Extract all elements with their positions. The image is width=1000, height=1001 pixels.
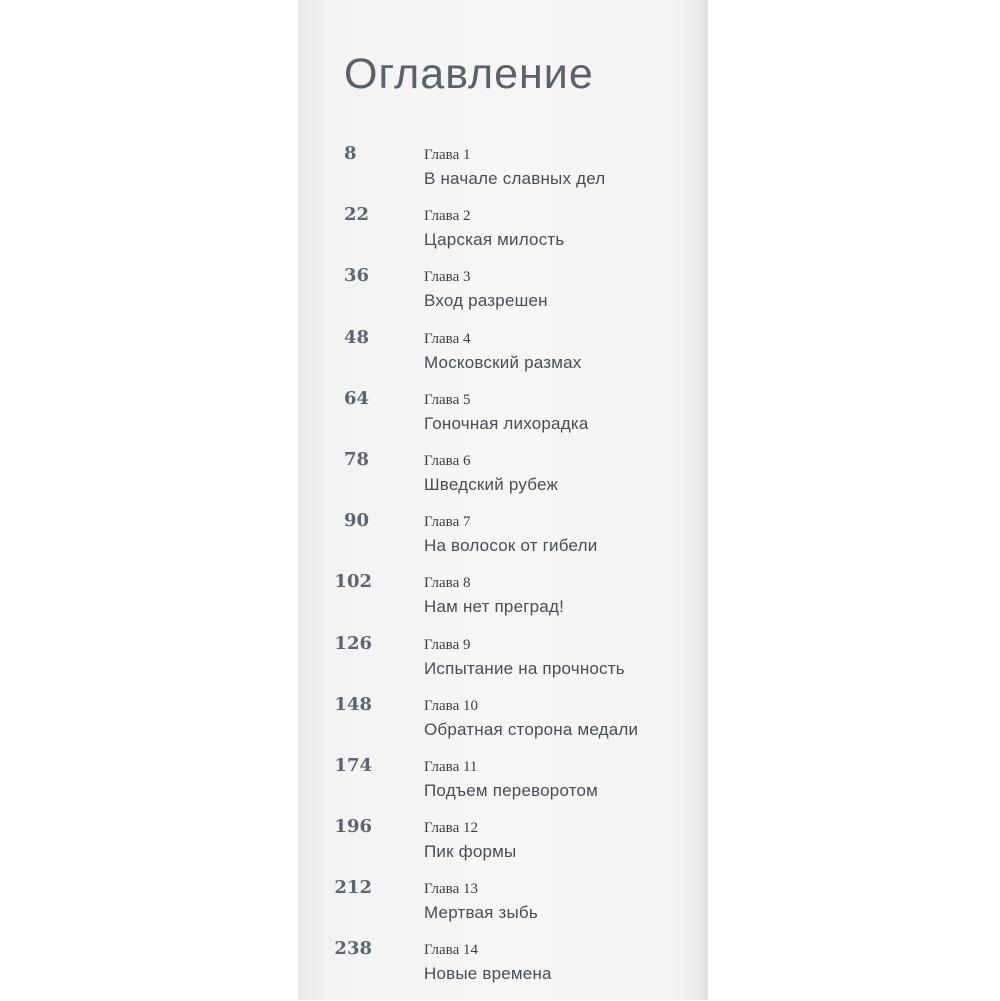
chapter-title: На волосок от гибели — [424, 536, 598, 556]
toc-entry — [0, 205, 1000, 266]
page-number: 8 — [344, 143, 357, 164]
page-number: 102 — [334, 571, 372, 593]
chapter-title: Нам нет преград! — [424, 597, 564, 617]
page-number: 90 — [344, 510, 370, 532]
chapter-title: Новые времена — [424, 964, 552, 984]
chapter-label: Глава 1 — [424, 147, 471, 163]
toc-entry — [0, 511, 1000, 572]
page-number: 78 — [344, 448, 370, 470]
toc-entry — [0, 695, 1000, 756]
chapter-title: Мертвая зыбь — [424, 903, 538, 923]
page-number: 212 — [334, 877, 372, 899]
toc-entry — [0, 756, 1000, 817]
chapter-title: Подъем переворотом — [424, 780, 599, 800]
chapter-label: Глава 8 — [424, 575, 471, 592]
toc-entry — [0, 878, 1000, 939]
chapter-title: Гоночная лихорадка — [424, 413, 589, 433]
page-number: 126 — [334, 632, 372, 654]
toc-entry — [0, 572, 1000, 633]
page-number: 22 — [344, 204, 370, 226]
toc-entry — [0, 266, 1000, 327]
chapter-title: Царская милость — [424, 230, 565, 250]
chapter-title: Пик формы — [424, 842, 517, 862]
toc-entry — [0, 144, 1000, 205]
chapter-title: Шведский рубеж — [424, 474, 559, 494]
page-number: 238 — [334, 938, 372, 960]
toc-entry — [0, 328, 1000, 389]
page-number: 36 — [344, 265, 370, 287]
chapter-label: Глава 11 — [424, 758, 478, 775]
chapter-title: Московский размах — [424, 352, 582, 372]
chapter-label: Глава 3 — [424, 269, 471, 286]
chapter-label: Глава 2 — [424, 208, 471, 225]
page-number: 174 — [334, 754, 372, 776]
toc-entry — [0, 389, 1000, 450]
chapter-label: Глава 10 — [424, 697, 478, 714]
chapter-title: Испытание на прочность — [424, 658, 625, 678]
page-number: 148 — [334, 693, 372, 715]
chapter-label: Глава 5 — [424, 391, 471, 408]
table-of-contents — [0, 144, 1000, 1001]
chapter-label: Глава 6 — [424, 452, 471, 469]
toc-entry — [0, 817, 1000, 878]
page-number: 196 — [334, 816, 372, 838]
toc-entry — [0, 939, 1000, 1000]
chapter-title: Вход разрешен — [424, 291, 548, 311]
chapter-label: Глава 13 — [424, 881, 478, 898]
page-title: Оглавление — [344, 50, 594, 98]
toc-entry — [0, 450, 1000, 511]
page-number: 48 — [344, 326, 370, 348]
chapter-label: Глава 14 — [424, 942, 478, 959]
chapter-label: Глава 12 — [424, 820, 478, 837]
chapter-title: В начале славных дел — [424, 169, 606, 188]
chapter-label: Глава 7 — [424, 514, 471, 531]
toc-entry — [0, 634, 1000, 695]
chapter-label: Глава 4 — [424, 330, 471, 347]
chapter-title: Обратная сторона медали — [424, 719, 639, 739]
page-number: 64 — [344, 387, 370, 409]
chapter-label: Глава 9 — [424, 636, 471, 653]
